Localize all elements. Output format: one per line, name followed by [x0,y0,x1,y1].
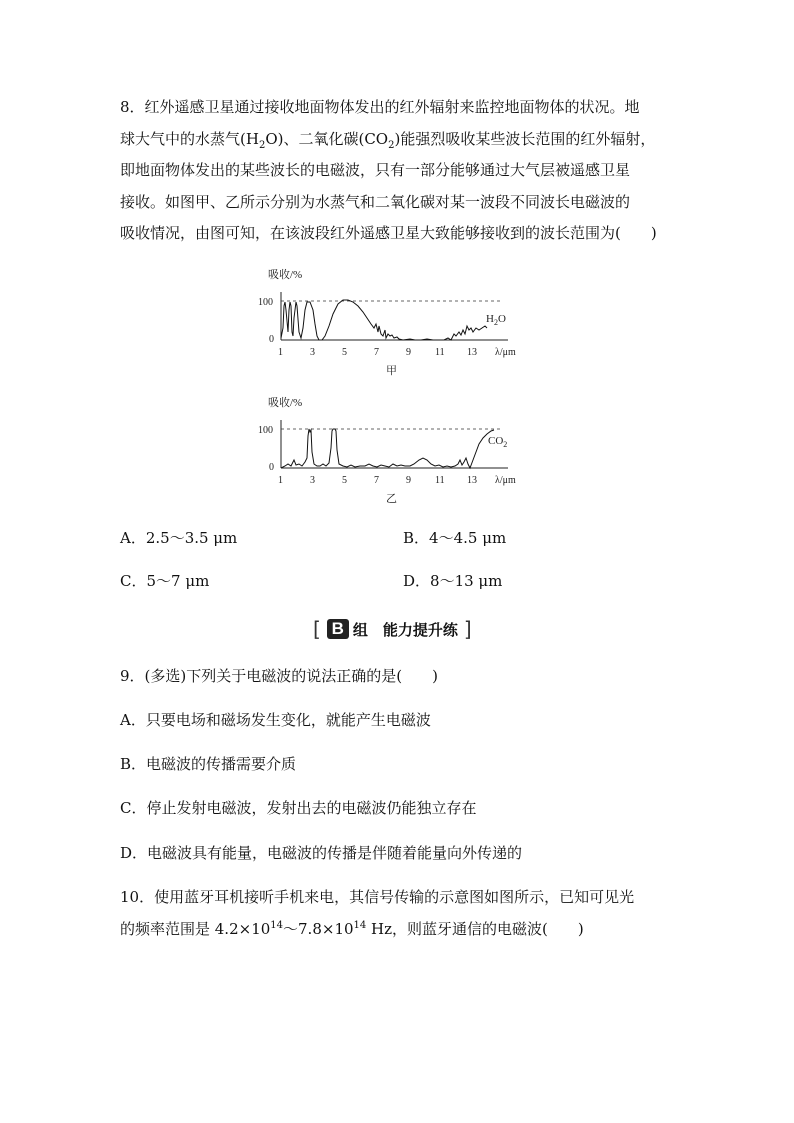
q9-option-d: D．电磁波具有能量，电磁波的传播是伴随着能量向外传递的 [120,844,523,862]
figure-jia-xtick: 13 [467,347,477,358]
figure-jia-xtick: 3 [310,347,315,358]
q10-line-1: 10．使用蓝牙耳机接听手机来电，其信号传输的示意图如图所示，已知可见光 [120,888,635,906]
q8-option-c: C．5～7 μm [120,572,210,590]
figure-yi-co2-absorption [255,390,545,508]
section-title: 组 能力提升练 [352,620,458,639]
figure-yi-xtick: 7 [374,475,379,486]
figure-jia-xtick: 7 [374,347,379,358]
figure-jia-xtick: 11 [435,347,445,358]
q8-option-a: A．2.5～3.5 μm [120,529,238,547]
figure-jia-ylabel: 吸收/% [268,269,303,281]
figure-yi-series-label: $CO_2$ [488,435,508,449]
q10-line-2: 的频率范围是 $4.2\times 10^{14}\sim 7.8\times 10^{14}$ Hz，则蓝牙通信的电磁波( ) [120,919,584,938]
figure-yi-xtick: 5 [342,475,347,486]
q8-line-3: 即地面物体发出的某些波长的电磁波，只有一部分能够通过大气层被遥感卫星 [120,161,631,179]
q8-option-b: B．4～4.5 μm [403,529,507,547]
figure-jia-ytick-0: 0 [269,334,274,345]
section-bracket-close: ] [463,617,472,641]
figure-jia-xtick: 9 [406,347,411,358]
q8-line-5: 吸收情况，由图可知，在该波段红外遥感卫星大致能够接收到的波长范围为( ) [120,224,657,242]
q9-option-a: A．只要电场和磁场发生变化，就能产生电磁波 [120,711,431,729]
figure-jia-xtick: 5 [342,347,347,358]
figure-yi-ytick-100: 100 [258,425,273,436]
figure-jia-series-label: $H_2O$ [486,313,506,327]
figure-yi-xtick: 13 [467,475,477,486]
figure-yi-ylabel: 吸收/% [268,397,303,409]
section-header-b [313,617,472,641]
question-8 [120,92,685,250]
figure-jia-ytick-100: 100 [258,297,273,308]
q9-stem: 9．(多选)下列关于电磁波的说法正确的是( ) [120,667,438,685]
figure-jia-xtick: 1 [278,347,283,358]
figure-yi-xtick: 9 [406,475,411,486]
q8-line-4: 接收。如图甲、乙所示分别为水蒸气和二氧化碳对某一波段不同波长电磁波的 [120,192,631,211]
q9-option-b: B．电磁波的传播需要介质 [120,755,297,773]
figure-yi-xtick: 1 [278,475,283,486]
figure-jia-h2o-curve [281,300,487,340]
figure-yi-xtick: 11 [435,475,445,486]
question-10 [120,882,685,945]
figure-jia-x-ticks [278,347,477,358]
figure-jia-h2o-absorption [255,262,545,380]
q8-line-2: 球大气中的水蒸气$(H_2O)$、二氧化碳$(CO_2)$能强烈吸收某些波长范围的红外辐射， [120,129,656,151]
q8-option-d: D．8～13 μm [403,572,503,590]
figure-yi-co2-curve [281,429,494,468]
section-badge-b: B [327,619,349,639]
figure-yi-ytick-0: 0 [269,462,274,473]
q8-line-1: 8．红外遥感卫星通过接收地面物体发出的红外辐射来监控地面物体的状况。地 [120,98,640,116]
figure-jia-xlabel: λ/μm [495,347,516,358]
figure-yi-caption: 乙 [386,493,397,505]
figure-yi-xtick: 3 [310,475,315,486]
figure-yi-xlabel: λ/μm [495,475,516,486]
section-bracket-open: [ [313,617,321,641]
q9-option-c: C．停止发射电磁波，发射出去的电磁波仍能独立存在 [120,799,477,817]
figure-yi-x-ticks [278,475,477,486]
figure-jia-caption: 甲 [386,365,397,377]
